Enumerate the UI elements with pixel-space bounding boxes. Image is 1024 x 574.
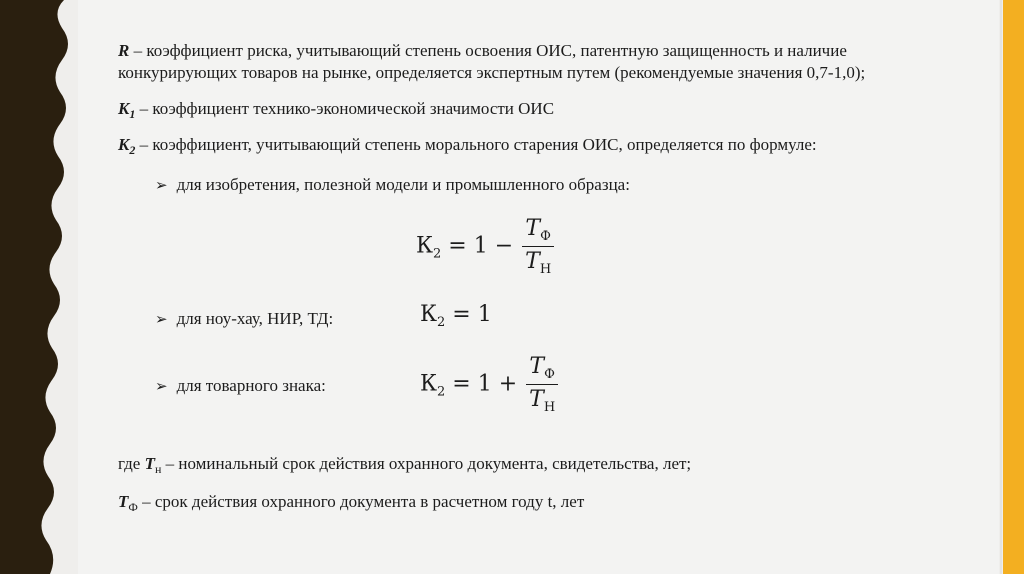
bullet-trademark-text: для товарного знака: (176, 376, 326, 395)
content-panel (78, 0, 999, 574)
formula-trademark (420, 354, 558, 415)
f1-num-sub: Ф (540, 229, 551, 244)
footnote-tn (118, 453, 691, 480)
f1-den-symbol: T (525, 249, 540, 274)
tn-text: – номинальный срок действия охранного документа, свидетельства, лет; (161, 454, 692, 473)
k2-definition-text: – коэффициент, учитывающий степень морального старения ОИС, определяется по формуле: (135, 135, 817, 154)
k1-definition-text: – коэффициент технико-экономической значимости ОИС (135, 99, 555, 118)
arrow-bullet-icon: ➢ (155, 178, 168, 194)
arrow-bullet-icon: ➢ (155, 379, 168, 395)
f3-den-symbol: T (529, 387, 544, 412)
f1-rhs: = 1 − (441, 233, 521, 259)
f3-den-sub: Н (543, 400, 556, 415)
bullet-invention-text: для изобретения, полезной модели и промышленного образца: (176, 175, 630, 194)
bullet-trademark (155, 375, 326, 398)
footnote-tf (118, 491, 584, 518)
f1-denominator (522, 246, 554, 277)
def-r-line-2: конкурирующих товаров на рынке, определяется экспертным путем (рекомендуемые значения 0,7-1,0); (118, 63, 866, 82)
f3-num-sub: Ф (544, 367, 555, 382)
def-r-line-1 (118, 40, 847, 62)
f3-num-symbol: T (529, 354, 545, 379)
tn-subscript: н (154, 462, 162, 476)
f2-lhs-sub: 2 (437, 315, 446, 330)
r-definition-text: – коэффициент риска, учитывающий степень освоения ОИС, патентную защищенность и наличие (129, 41, 847, 60)
right-accent-band (1003, 0, 1024, 574)
f2-lhs: К (420, 302, 438, 327)
tf-symbol: T (118, 492, 129, 511)
f3-lhs-sub: 2 (437, 384, 446, 400)
tf-text: – срок действия охранного документа в расчетном году t, лет (137, 492, 585, 511)
r-symbol: R (118, 41, 130, 60)
f1-lhs: К (416, 233, 434, 259)
bullet-invention (155, 174, 630, 197)
f2-rhs: = 1 (445, 302, 492, 327)
arrow-bullet-icon: ➢ (155, 312, 168, 328)
bullet-knowhow-text: для ноу-хау, НИР, ТД: (176, 309, 334, 328)
def-k2 (118, 134, 817, 161)
tn-prefix: где (118, 454, 145, 473)
formula-invention (416, 216, 554, 277)
f1-num-symbol: T (525, 216, 541, 241)
f1-fraction (522, 216, 554, 277)
f3-denominator (526, 384, 558, 415)
bullet-knowhow (155, 308, 333, 331)
f3-lhs: К (420, 371, 438, 397)
k2-subscript: 2 (129, 143, 136, 157)
f3-rhs: = 1 + (445, 371, 525, 397)
tf-subscript: Ф (128, 500, 138, 514)
f3-numerator (526, 354, 558, 384)
formula-knowhow (420, 302, 492, 330)
k1-symbol: K (118, 99, 130, 118)
f3-fraction (526, 354, 558, 415)
f1-lhs-sub: 2 (433, 246, 442, 262)
f1-numerator (522, 216, 554, 246)
tn-symbol: T (144, 454, 155, 473)
k2-symbol: K (118, 135, 130, 154)
def-k1 (118, 98, 554, 125)
k1-subscript: 1 (129, 107, 136, 121)
f1-den-sub: Н (539, 262, 552, 277)
